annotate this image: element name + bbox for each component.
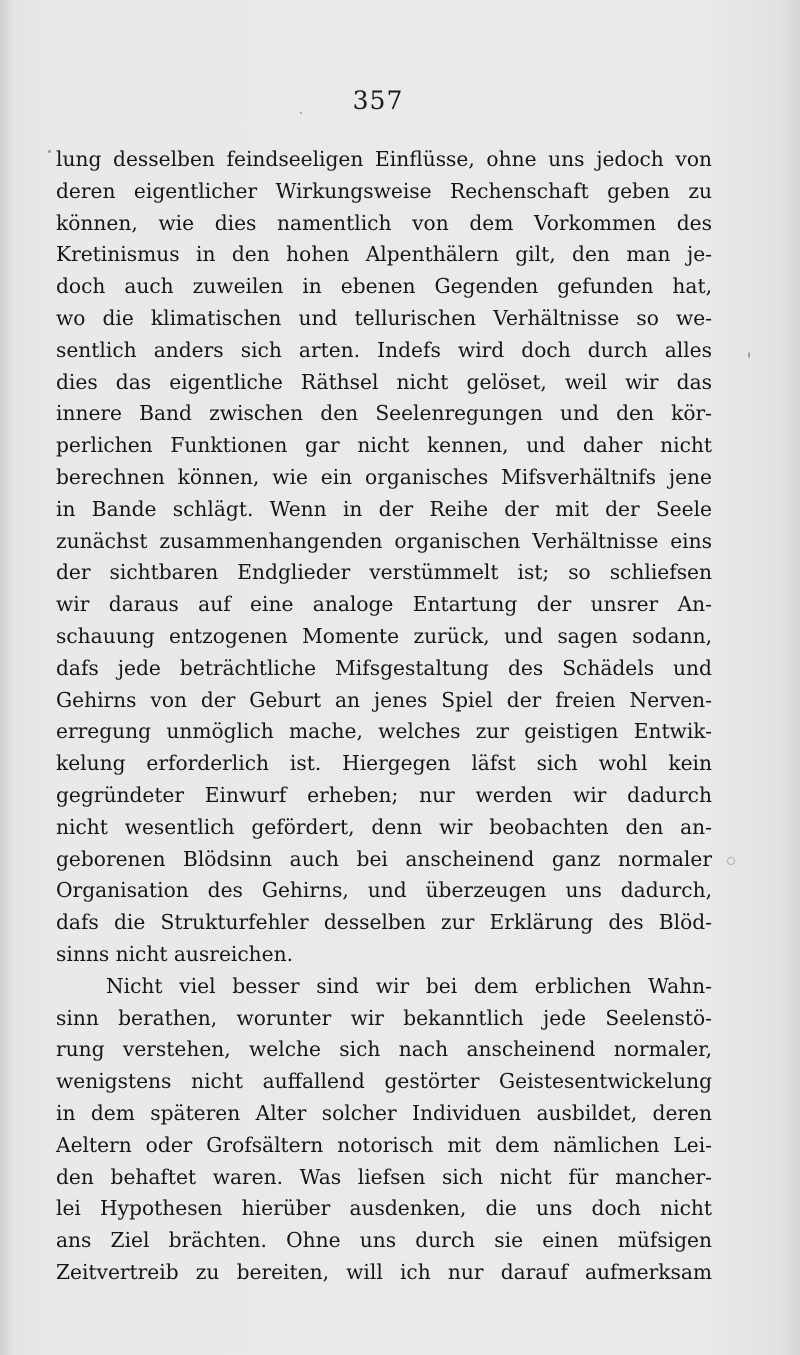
text-line: rung verstehen, welche sich nach anscheinend normaler,	[56, 1037, 712, 1062]
text-line: zunächst zusammenhangenden organischen Verhältnisse eins	[56, 528, 712, 553]
text-line: der sichtbaren Endglieder verstümmelt ist; so schliefsen	[56, 560, 712, 585]
text-line: kelung erforderlich ist. Hiergegen läfst sich wohl kein	[56, 751, 712, 776]
text-line: wenigstens nicht auffallend gestörter Geistesentwickelung	[56, 1069, 712, 1094]
text-line: dafs die Strukturfehler desselben zur Erklärung des Blöd-	[56, 910, 712, 935]
text-line: sinn berathen, worunter wir bekanntlich jede Seelenstö-	[56, 1005, 712, 1030]
text-line: lei Hypothesen hierüber ausdenken, die uns doch nicht	[56, 1196, 712, 1221]
text-line: dies das eigentliche Räthsel nicht gelöset, weil wir das	[56, 369, 712, 394]
text-line: berechnen können, wie ein organisches Mifsverhältnifs jene	[56, 464, 712, 489]
page-number: 357	[352, 86, 404, 115]
text-line: in dem späteren Alter solcher Individuen ausbildet, deren	[56, 1100, 712, 1125]
text-line: schauung entzogenen Momente zurück, und sagen sodann,	[56, 623, 712, 648]
text-line: erregung unmöglich mache, welches zur geistigen Entwik-	[56, 719, 712, 744]
text-line: innere Band zwischen den Seelenregungen und den kör-	[56, 401, 712, 426]
text-line: Gehirns von der Geburt an jenes Spiel der freien Nerven-	[56, 687, 712, 712]
text-line: nicht wesentlich gefördert, denn wir beobachten den an-	[56, 814, 712, 839]
text-line: perlichen Funktionen gar nicht kennen, und daher nicht	[56, 433, 712, 458]
body-text	[56, 144, 712, 1289]
text-line: geborenen Blödsinn auch bei anscheinend ganz normaler	[56, 846, 712, 871]
paper-speck	[748, 352, 750, 358]
text-line: sentlich anders sich arten. Indefs wird doch durch alles	[56, 337, 712, 362]
paper-speck	[48, 150, 51, 153]
text-line: gegründeter Einwurf erheben; nur werden wir dadurch	[56, 782, 712, 807]
paragraph	[56, 144, 712, 971]
text-line: in Bande schlägt. Wenn in der Reihe der mit der Seele	[56, 496, 712, 521]
text-line: Aeltern oder Grofsältern notorisch mit dem nämlichen Lei-	[56, 1132, 712, 1157]
text-line: wir daraus auf eine analoge Entartung der unsrer An-	[56, 592, 712, 617]
text-line: Zeitvertreib zu bereiten, will ich nur darauf aufmerksam	[56, 1259, 712, 1284]
text-line: sinns nicht ausreichen.	[56, 941, 294, 966]
paper-speck	[727, 857, 735, 865]
text-line: Nicht viel besser sind wir bei dem erblichen Wahn-	[106, 973, 712, 998]
text-line: den behaftet waren. Was liefsen sich nicht für mancher-	[56, 1164, 712, 1189]
text-line: können, wie dies namentlich von dem Vorkommen des	[56, 210, 712, 235]
text-line: wo die klimatischen und tellurischen Verhältnisse so we-	[56, 305, 712, 330]
text-line: lung desselben feindseeligen Einflüsse, ohne uns jedoch von	[56, 147, 712, 171]
text-line: ans Ziel brächten. Ohne uns durch sie einen müfsigen	[56, 1228, 712, 1253]
text-line: dafs jede beträchtliche Mifsgestaltung des Schädels und	[56, 655, 712, 680]
paragraph	[56, 971, 712, 1289]
text-line: deren eigentlicher Wirkungsweise Rechenschaft geben zu	[56, 178, 712, 203]
text-line: Organisation des Gehirns, und überzeugen uns dadurch,	[56, 878, 712, 903]
text-line: doch auch zuweilen in ebenen Gegenden gefunden hat,	[56, 274, 712, 299]
text-line: Kretinismus in den hohen Alpenthälern gilt, den man je-	[56, 242, 712, 267]
